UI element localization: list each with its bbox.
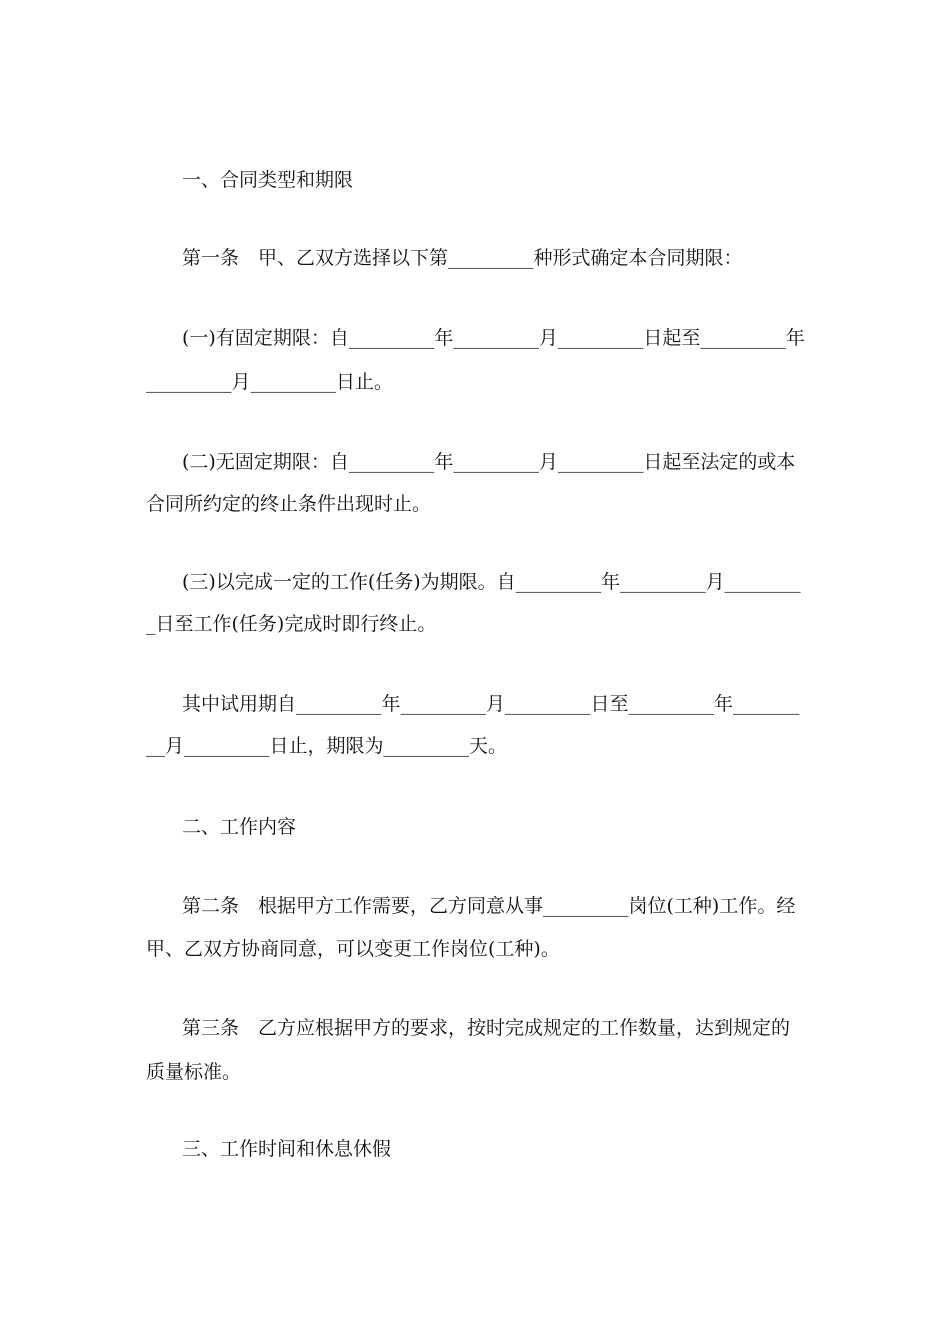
option1-line2: _________月_________日止。 xyxy=(146,371,394,393)
option1-line1: (一)有固定期限：自_________年_________月_________日起至_________年 xyxy=(182,327,805,349)
section2-heading: 二、工作内容 xyxy=(182,816,297,838)
probation-line2: __月_________日止，期限为_________天。 xyxy=(146,735,508,757)
article2-line2: 甲、乙双方协商同意，可以变更工作岗位(工种)。 xyxy=(146,938,560,960)
option3-line1: (三)以完成一定的工作(任务)为期限。自_________年_________月________ xyxy=(182,571,801,593)
option2-line2: 合同所约定的终止条件出现时止。 xyxy=(146,493,432,515)
probation-line1: 其中试用期自_________年_________月_________日至_________年_______ xyxy=(182,693,800,715)
article1-text: 第一条 甲、乙双方选择以下第_________种形式确定本合同期限： xyxy=(182,247,743,269)
option3-line2: _日至工作(任务)完成时即行终止。 xyxy=(146,613,437,635)
article3-line1: 第三条 乙方应根据甲方的要求，按时完成规定的工作数量，达到规定的 xyxy=(182,1017,791,1039)
option2-line1: (二)无固定期限：自_________年_________月_________日起至法定的或本 xyxy=(182,451,796,473)
article2-line1: 第二条 根据甲方工作需要，乙方同意从事_________岗位(工种)工作。经 xyxy=(182,895,796,917)
article3-line2: 质量标准。 xyxy=(146,1061,242,1083)
section1-heading: 一、合同类型和期限 xyxy=(182,169,354,191)
section3-heading: 三、工作时间和休息休假 xyxy=(182,1138,392,1160)
